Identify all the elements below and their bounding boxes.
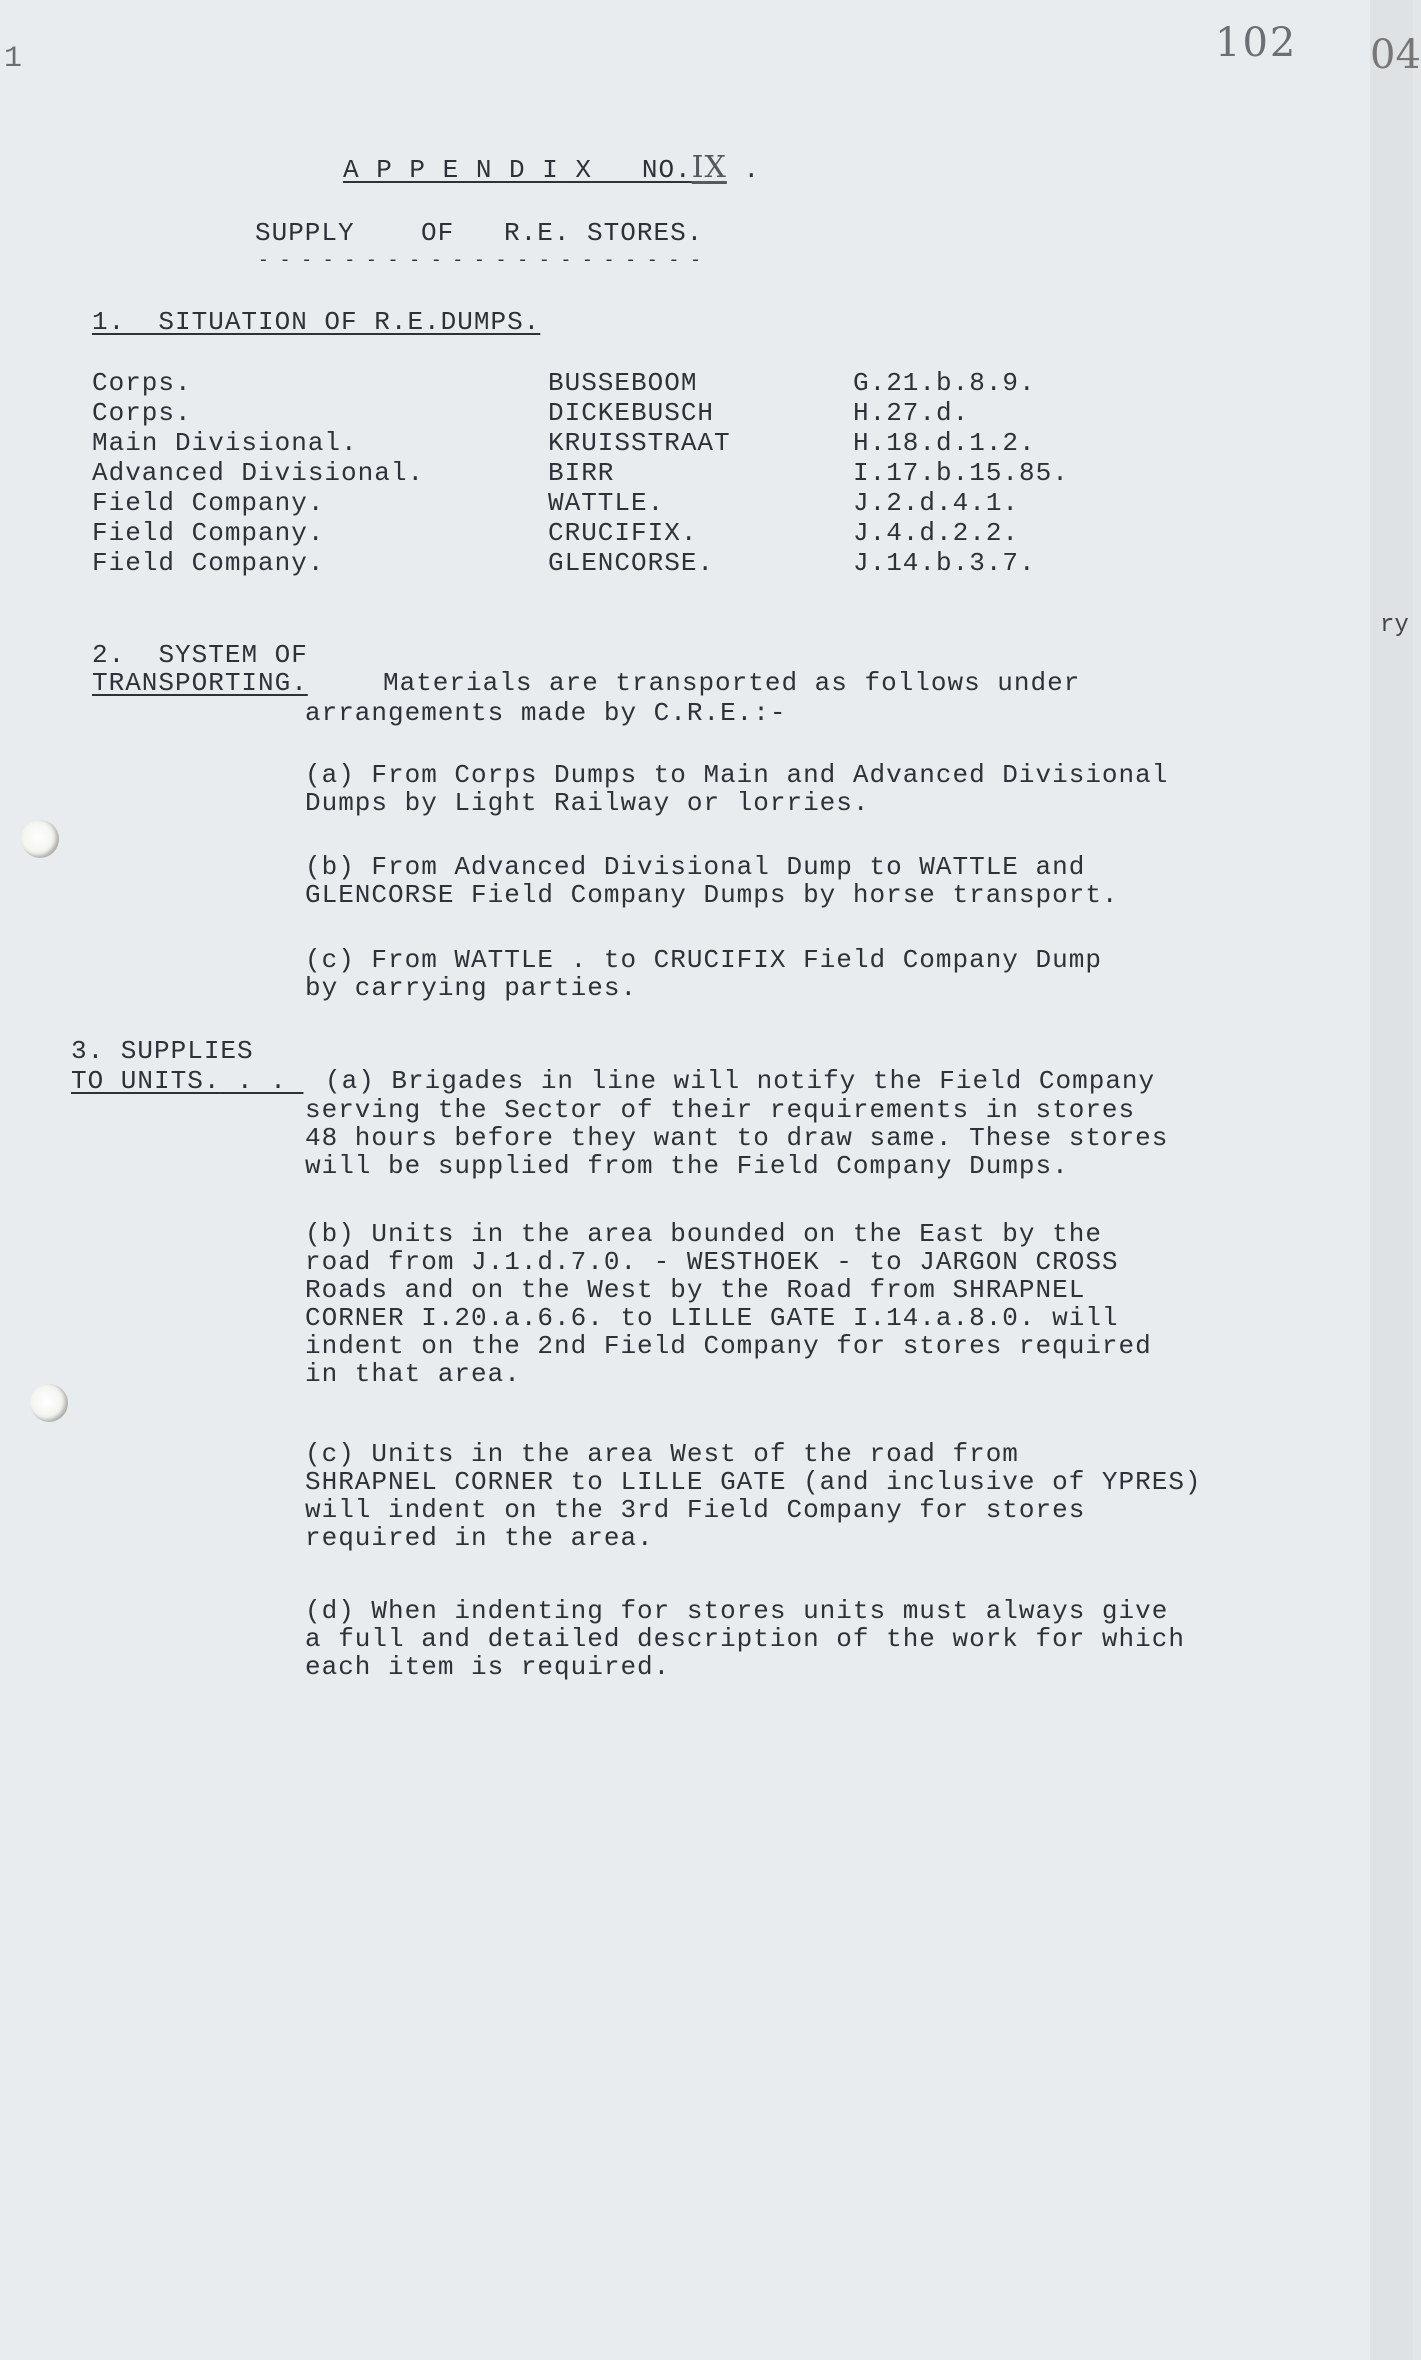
transport-item: (c) From WATTLE . to CRUCIFIX Field Company Dump by carrying parties.: [305, 945, 1102, 1003]
dump-type: Corps.: [92, 368, 192, 398]
punch-hole: [30, 1384, 68, 1422]
supply-item: (c) Units in the area West of the road from SHRAPNEL CORNER to LILLE GATE (and inclusive of YPRES) will indent on the 3rd Field Company for stores required in the area.: [305, 1439, 1202, 1553]
appendix-number: IX: [691, 150, 727, 185]
dump-ref: H.18.d.1.2.: [853, 428, 1036, 458]
dump-type: Field Company.: [92, 548, 325, 578]
section-2-intro: Materials are transported as follows under: [383, 668, 1081, 698]
section-2-intro: arrangements made by C.R.E.:-: [305, 698, 787, 728]
adjacent-page-text: ry: [1380, 612, 1409, 639]
section-2-heading-2: TRANSPORTING.: [92, 668, 308, 698]
transport-item: (b) From Advanced Divisional Dump to WATTLE and GLENCORSE Field Company Dumps by horse transport.: [305, 852, 1119, 910]
section-2-number: 2.: [92, 640, 126, 670]
dump-ref: H.27.d.: [853, 398, 970, 428]
dump-type: Field Company.: [92, 488, 325, 518]
section-1-title: 1. SITUATION OF R.E.DUMPS.: [92, 307, 541, 337]
section-3-heading-1: 3. SUPPLIES: [71, 1036, 254, 1066]
subtitle-rule: - - - - - - - - - - - - - - - - - - - - -: [258, 251, 701, 271]
supply-item: (d) When indenting for stores units must always give a full and detailed description of the work for which each item is required.: [305, 1596, 1185, 1682]
dump-type: Main Divisional.: [92, 428, 358, 458]
supply-item-a-first-line: (a) Brigades in line will notify the Field Company: [325, 1066, 1156, 1096]
dump-name: CRUCIFIX.: [548, 518, 698, 548]
dump-name: BIRR: [548, 458, 615, 488]
section-1-heading: [92, 307, 540, 337]
section-3-heading-2: TO UNITS. . .: [71, 1066, 304, 1096]
section-3-title: TO UNITS.: [71, 1066, 221, 1096]
section-2-title: SYSTEM OF: [158, 640, 308, 670]
dump-type: Corps.: [92, 398, 192, 428]
dump-ref: G.21.b.8.9.: [853, 368, 1036, 398]
dump-ref: I.17.b.15.85.: [853, 458, 1069, 488]
adjacent-page-edge: [1370, 0, 1413, 2360]
dump-ref: J.2.d.4.1.: [853, 488, 1020, 518]
dump-name: DICKEBUSCH: [548, 398, 715, 428]
supply-item: (b) Units in the area bounded on the East by the road from J.1.d.7.0. - WESTHOEK - to JARGON CROSS Roads and on the West by the Road from SHRAPNEL CORNER I.20.a.6.6. to LILLE GATE I.14.a.8.0. will indent on the 2nd Field Company for stores required in that area.: [305, 1219, 1152, 1389]
dump-name: BUSSEBOOM: [548, 368, 698, 398]
dump-name: KRUISSTRAAT: [548, 428, 731, 458]
dump-type: Advanced Divisional.: [92, 458, 425, 488]
adjacent-page-number: 04: [1370, 32, 1421, 78]
dump-type: Field Company.: [92, 518, 325, 548]
dump-name: GLENCORSE.: [548, 548, 715, 578]
dump-ref: J.4.d.2.2.: [853, 518, 1020, 548]
appendix-heading: A P P E N D I X NO.IX .: [343, 150, 761, 185]
document-subtitle: SUPPLY OF R.E. STORES.: [255, 218, 704, 248]
appendix-label: A P P E N D I X NO.: [343, 155, 692, 185]
dump-ref: J.14.b.3.7.: [853, 548, 1036, 578]
margin-mark: 1: [4, 42, 23, 76]
supply-item-a-rest: serving the Sector of their requirements in stores 48 hours before they want to draw same. These stores will be supplied from the Field Company Dumps.: [305, 1095, 1169, 1181]
punch-hole: [21, 820, 59, 858]
transport-item: (a) From Corps Dumps to Main and Advanced Divisional Dumps by Light Railway or lorries.: [305, 760, 1169, 818]
section-2-heading-1: [92, 640, 308, 670]
dump-name: WATTLE.: [548, 488, 665, 518]
page-number: 102: [1215, 20, 1298, 66]
